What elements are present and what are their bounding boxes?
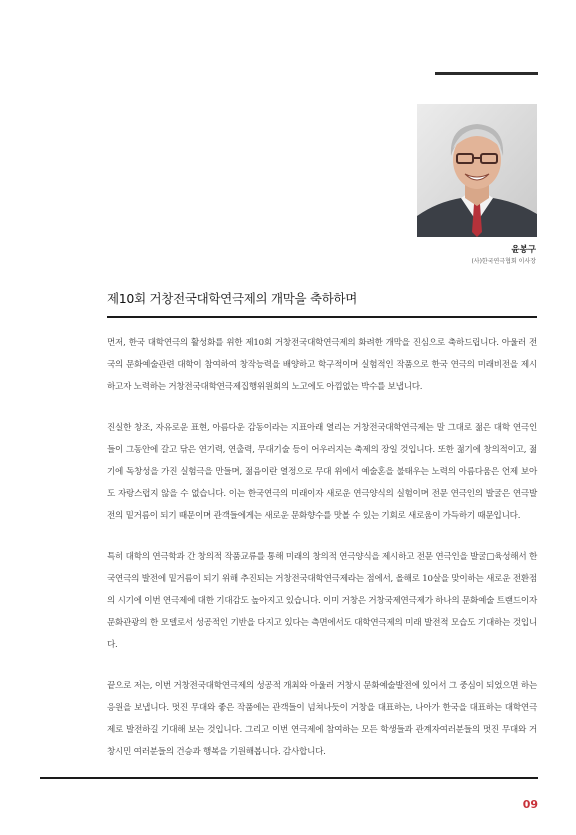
author-photo xyxy=(417,104,537,237)
bottom-divider xyxy=(40,777,538,779)
paragraph-3: 특히 대학의 연극학과 간 창의적 작품교류를 통해 미래의 창의적 연극양식을 제시하고 전문 연극인을 발굴□육성해서 한국연극의 발전에 밑거름이 되기 위해 추진되는 거창전국대학연극제라는 점에서, 올해로 10살을 맞이하는 새로운 전환점의 시기에 이번 연극제에 대한 기대감도 높아지고 있습니다. 이미 거창은 거창국제연극제가 하나의 문화예술 트랜드이자 문화관광의 한 모델로서 성공적인 기반을 다지고 있다는 측면에서도 대학연극제의 미래 발전적 모습도 기대하는 것입니다. xyxy=(107,552,537,650)
top-accent-rule xyxy=(435,72,538,75)
article-body xyxy=(107,332,537,782)
paragraph-2: 진실한 창조, 자유로운 표현, 아름다운 감동이라는 지표아래 열리는 거창전국대학연극제는 말 그대로 젊은 대학 연극인들이 그동안에 갈고 닦은 연기력, 연출력, 무대기술 등이 어우러지는 축제의 장일 것입니다. 또한 젊기에 창의적이고, 젊기에 독창성을 가진 실험극을 만들며, 젊음이란 열정으로 무대 위에서 예술혼을 불태우는 노력의 아름다움은 언제 보아도 자랑스럽지 않을 수 없습니다. 이는 한국연극의 미래이자 새로운 연극양식의 실험이며 전문 연극인의 발굴은 연극발전의 밑거름이 되기 때문이며 관객들에게는 새로운 문화향수를 맛볼 수 있는 기회로 새로움이 가득하기 때문입니다. xyxy=(107,423,537,521)
page-title: 제10회 거창전국대학연극제의 개막을 축하하며 xyxy=(107,291,358,306)
author-name: 윤봉구 xyxy=(511,245,536,255)
paragraph-1: 먼저, 한국 대학연극의 활성화를 위한 제10회 거창전국대학연극제의 화려한 개막을 진심으로 축하드립니다. 아울러 전국의 문화예술관련 대학이 참여하여 창작능력을 배양하고 학구적이며 실험적인 작품으로 한국 연극의 미래비전을 제시하고자 노력하는 거창전국대학연극제집행위원회의 노고에도 아낌없는 박수를 보냅니다. xyxy=(107,338,537,392)
author-portrait-image xyxy=(417,104,537,237)
page-number: 09 xyxy=(522,798,538,811)
author-title: (사)한국연극협회 이사장 xyxy=(471,258,536,265)
paragraph-4: 끝으로 저는, 이번 거창전국대학연극제의 성공적 개최와 아울러 거창시 문화예술발전에 있어서 그 중심이 되었으면 하는 응원을 보냅니다. 멋진 무대와 좋은 작품에는 관객들이 넘쳐나듯이 거창을 대표하는, 나아가 한국을 대표하는 대학연극제로 발전하길 기대해 보는 것입니다. 그리고 이번 연극제에 참여하는 모든 학생들과 관계자여러분들의 멋진 무대와 거창시민 여러분들의 건승과 행복을 기원해봅니다. 감사합니다. xyxy=(107,681,537,757)
heading-divider xyxy=(107,316,537,318)
